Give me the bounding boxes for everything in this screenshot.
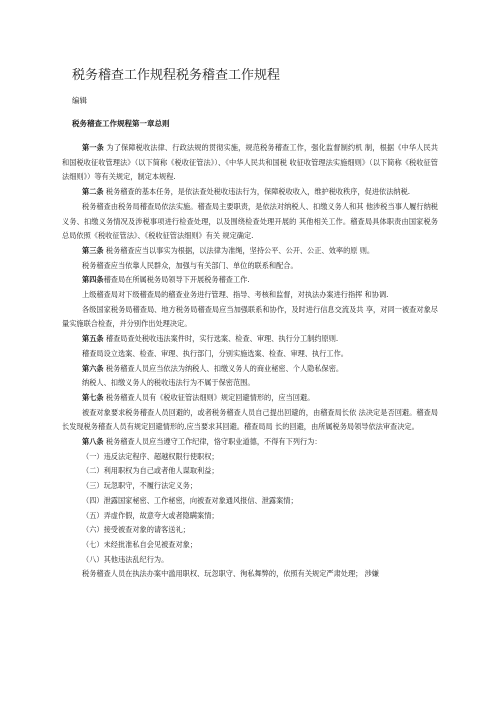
paragraph bbox=[62, 259, 438, 274]
list-item: （二）利用职权为自己或者他人谋取利益； bbox=[82, 466, 219, 476]
paragraph bbox=[62, 376, 438, 391]
paragraph-text: 税务稽查人员应当依法为纳税人、扣缴义务人的商业秘密、个人隐私保密。 bbox=[105, 363, 344, 373]
paragraph-text: 税务稽查应当以事实为根据，以法律为准绳，坚持公平、公开、公正、效率的原 则。 bbox=[105, 245, 375, 255]
paragraph bbox=[62, 391, 438, 406]
paragraph bbox=[62, 303, 438, 332]
paragraph-text: 为了保障税收法律、行政法规的贯彻实施，规范税务稽查工作，强化监督制约机 制，根据《中华人民共和国税收征收管理法》（以下简称《税收征管法》）、《中华人民共和国税 收征收管理法实施细则》（以下简称《税收征管法细则》）等有关规定，制定本规程. bbox=[62, 143, 438, 182]
paragraph-text: 各级国家税务局稽查局、地方税务局稽查局应当加强联系和协作，及时进行信息交流及共 享，对同一被查对象尽量实施联合检查，并分别作出处理决定。 bbox=[62, 304, 438, 329]
paragraph-text: 税务稽查人员应当遵守工作纪律，恪守职业道德，不得有下列行为： bbox=[105, 437, 322, 447]
editor-label: 编辑 bbox=[72, 96, 87, 105]
article-number: 第七条 bbox=[82, 392, 104, 402]
paragraph bbox=[62, 362, 438, 377]
paragraph-text: 上级稽查局对下级稽查局的稽查业务进行管理、指导、考核和监督，对执法办案进行指挥 和协调. bbox=[82, 290, 389, 300]
paragraph-text: 稽查局查处税收违法案件时，实行选案、检查、审理、执行分工制约原则. bbox=[105, 334, 339, 344]
paragraph-text: 稽查局在所属税务局领导下开展税务稽查工作. bbox=[103, 275, 250, 285]
paragraph bbox=[62, 273, 438, 288]
article-number: 第五条 bbox=[82, 334, 104, 344]
list-item: （四）泄露国家秘密、工作秘密，向被查对象通风报信、泄露案情； bbox=[82, 495, 298, 505]
list-item: （三）玩忽职守，不履行法定义务； bbox=[82, 481, 198, 491]
list-item: （五）弄虚作假，故意夸大或者隐瞒案情； bbox=[82, 510, 219, 520]
paragraph bbox=[62, 347, 438, 362]
article-number: 第六条 bbox=[82, 363, 104, 373]
list-item: （七）未经批准私自会见被查对象； bbox=[82, 539, 198, 549]
paragraph-text: 纳税人、扣缴义务人的税收违法行为不属于保密范围。 bbox=[82, 378, 255, 388]
article-number: 第三条 bbox=[82, 245, 104, 255]
paragraph-text: 税务稽查人员有《税收征管法细则》规定回避情形的，应当回避。 bbox=[105, 392, 315, 402]
paragraph bbox=[62, 200, 438, 244]
closing-paragraph: 税务稽查人员在执法办案中滥用职权、玩忽职守、徇私舞弊的，依照有关规定严肃处理； 涉嫌 bbox=[82, 569, 379, 579]
paragraph bbox=[62, 332, 438, 347]
paragraph-text: 税务稽查的基本任务，是依法查处税收违法行为，保障税收收入，维护税收秩序，促进依法纳税. bbox=[105, 187, 411, 197]
document-title: 税务稽查工作规程税务稽查工作规程 bbox=[72, 68, 281, 83]
paragraph bbox=[62, 141, 438, 185]
paragraph-text: 被查对象要求税务稽查人员回避的，或者税务稽查人员自己提出回避的，由稽查局长依 法决定是否回避。稽查局长发现税务稽查人员有规定回避情形的,应当要求其回避。稽查局局 长的回避，由所属税务局领导依法审查决定。 bbox=[62, 407, 438, 432]
paragraph bbox=[62, 244, 438, 259]
paragraph bbox=[62, 185, 438, 200]
article-number: 第二条 bbox=[82, 187, 104, 197]
article-number: 第八条 bbox=[82, 437, 104, 447]
paragraph-text: 税务稽查由税务局稽查局依法实施。稽查局主要职责，是依法对纳税人、扣缴义务人和其 他涉税当事人履行纳税义务、扣缴义务情况及涉税事项进行检查处理，以及围绕检查处理开展的 其他相关工作。稽查局具体职责由国家税务总局依照《税收征管法》、《税收征管法细则》有关 规定确定. bbox=[62, 201, 438, 241]
chapter-heading: 税务稽查工作规程第一章总则 bbox=[72, 119, 170, 128]
paragraph bbox=[62, 288, 438, 303]
article-number: 第四条 bbox=[82, 275, 104, 285]
list-item: （八）其他违法乱纪行为。 bbox=[82, 554, 169, 564]
paragraph bbox=[62, 406, 438, 435]
list-item: （一）违反法定程序、超越权限行使职权； bbox=[82, 451, 219, 461]
paragraph bbox=[62, 435, 438, 450]
list-item: （六）接受被查对象的请客送礼； bbox=[82, 525, 190, 535]
paragraph-text: 稽查局设立选案、检查、审理、执行部门，分别实施选案、检查、审理、执行工作。 bbox=[82, 348, 348, 358]
paragraph-text: 税务稽查应当依靠人民群众，加强与有关部门、单位的联系和配合。 bbox=[82, 260, 298, 270]
article-number: 第一条 bbox=[82, 143, 104, 152]
